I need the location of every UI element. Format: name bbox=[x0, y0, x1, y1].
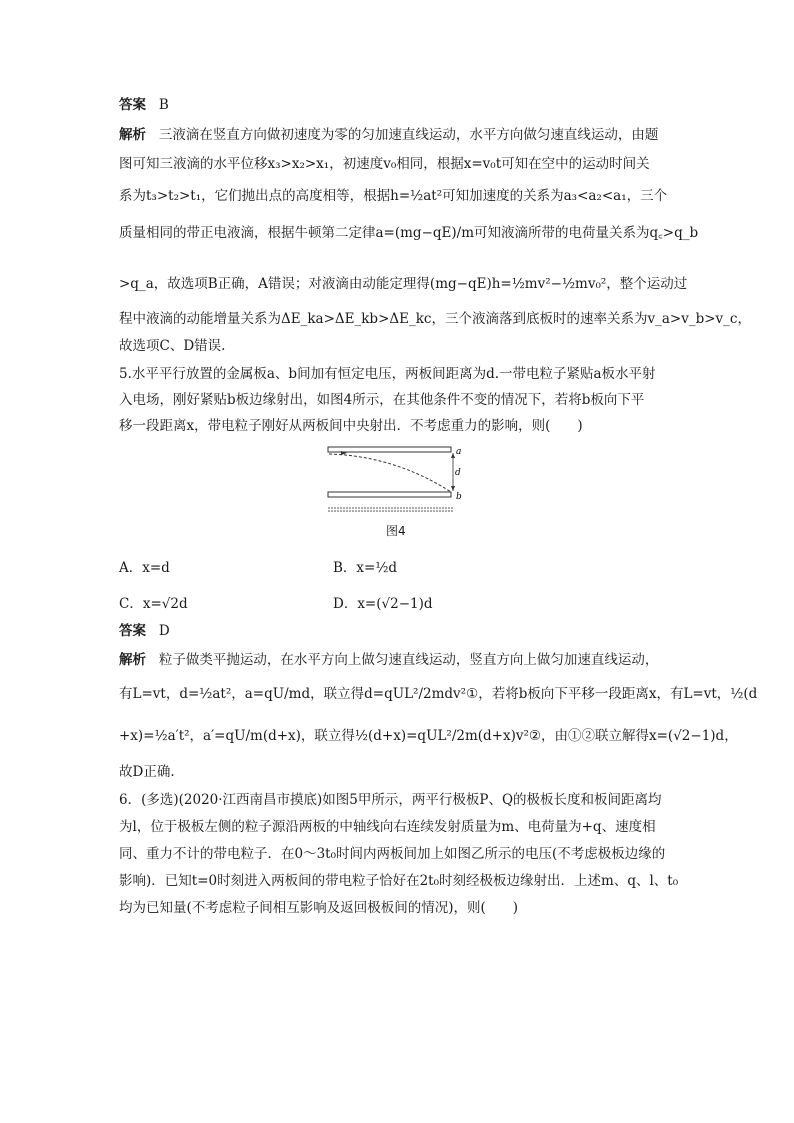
analysis-4-text-1: 三液滴在竖直方向做初速度为零的匀加速直线运动，水平方向做匀速直线运动，由题 bbox=[158, 127, 659, 143]
question-6-line-5: 均为已知量(不考虑粒子间相互影响及返回极板间的情况)，则( ) bbox=[119, 900, 519, 916]
answer-label-5: 答案 bbox=[119, 623, 146, 639]
answer-value: B bbox=[158, 97, 169, 113]
particle-trajectory bbox=[329, 454, 451, 492]
analysis-4-line-4: 质量相同的带正电液滴，根据牛顿第二定律a=(mg−qE)/m可知液滴所带的电荷量关系为q꜀>q_b bbox=[119, 225, 699, 241]
analysis-5-line-2: 有L=vt，d=½at²，a=qU/md，联立得d=qUL²/2mdv²①，若将b板向下平移一段距离x，有L=vt，½(d bbox=[119, 686, 758, 702]
answer-label: 答案 bbox=[119, 97, 146, 113]
question-5-line-3: 移一段距离x，带电粒子刚好从两板间中央射出．不考虑重力的影响，则( ) bbox=[119, 418, 583, 434]
question-6-line-1: 6．(多选)(2020·江西南昌市摸底)如图5甲所示，两平行极板P、Q的极板长度和板间距离均 bbox=[119, 792, 662, 808]
plate-b bbox=[328, 492, 451, 497]
answer-5-line bbox=[119, 622, 170, 640]
answer-4-line bbox=[119, 96, 169, 114]
analysis-5-line-4: 故D正确. bbox=[119, 764, 175, 780]
analysis-5-line-1 bbox=[119, 651, 658, 669]
analysis-5-line-3: +x)=½a′t²，a′=qU/m(d+x)，联立得½(d+x)=qUL²/2m(d+x)v²②，由①②联立解得x=(√2−1)d， bbox=[119, 728, 738, 744]
analysis-5-text-1: 粒子做类平抛运动，在水平方向上做匀速直线运动，竖直方向上做匀加速直线运动， bbox=[158, 652, 659, 668]
answer-value-5: D bbox=[158, 623, 170, 639]
analysis-label-5: 解析 bbox=[119, 652, 146, 668]
question-5-line-2: 入电场，刚好紧贴b板边缘射出，如图4所示，在其他条件不变的情况下，若将b板向下平 bbox=[119, 392, 645, 408]
question-6-line-3: 同、重力不计的带电粒子．在0～3t₀时间内两板间加上如图乙所示的电压(不考虑极板边缘的 bbox=[119, 846, 666, 862]
d-arrow-bottom bbox=[451, 486, 455, 491]
option-c: C．x=√2d bbox=[119, 596, 188, 612]
question-5-line-1: 5.水平平行放置的金属板a、b间加有恒定电压，两板间距离为d.一带电粒子紧贴a板水平射 bbox=[119, 366, 656, 382]
analysis-4-line-3: 系为t₃>t₂>t₁，它们抛出点的高度相等，根据h=½at²可知加速度的关系为a₃<a₂<a₁，三个 bbox=[119, 188, 668, 204]
d-arrow-top bbox=[451, 453, 455, 458]
question-6-line-2: 为l，位于极板左侧的粒子源沿两板的中轴线向右连续发射质量为m、电荷量为+q、速度相 bbox=[119, 819, 656, 835]
plate-a bbox=[328, 447, 451, 452]
option-d: D．x=(√2−1)d bbox=[333, 596, 433, 612]
label-a: a bbox=[456, 447, 462, 457]
label-d: d bbox=[455, 468, 461, 478]
analysis-4-line-1 bbox=[119, 126, 658, 144]
question-6-line-4: 影响)．已知t=0时刻进入两板间的带电粒子恰好在2t₀时刻经极板边缘射出．上述m、q、l、t₀ bbox=[119, 873, 679, 889]
figure-4-diagram bbox=[325, 444, 470, 516]
analysis-4-line-2: 图可知三液滴的水平位移x₃>x₂>x₁，初速度v₀相同，根据x=v₀t可知在空中的运动时间关 bbox=[119, 156, 650, 172]
analysis-4-line-6: 程中液滴的动能增量关系为ΔE_ka>ΔE_kb>ΔE_kc，三个液滴落到底板时的速率关系为v_a>v_b>v_c， bbox=[119, 311, 751, 327]
figure-4-caption: 图4 bbox=[386, 524, 406, 538]
option-b: B．x=½d bbox=[333, 560, 398, 576]
analysis-4-line-7: 故选项C、D错误. bbox=[119, 338, 226, 354]
analysis-4-line-5: >q_a，故选项B正确，A错误；对液滴由动能定理得(mg−qE)h=½mv²−½mv₀²，整个运动过 bbox=[119, 276, 688, 292]
analysis-label: 解析 bbox=[119, 127, 146, 143]
option-a: A．x=d bbox=[119, 560, 170, 576]
label-b: b bbox=[456, 492, 462, 502]
